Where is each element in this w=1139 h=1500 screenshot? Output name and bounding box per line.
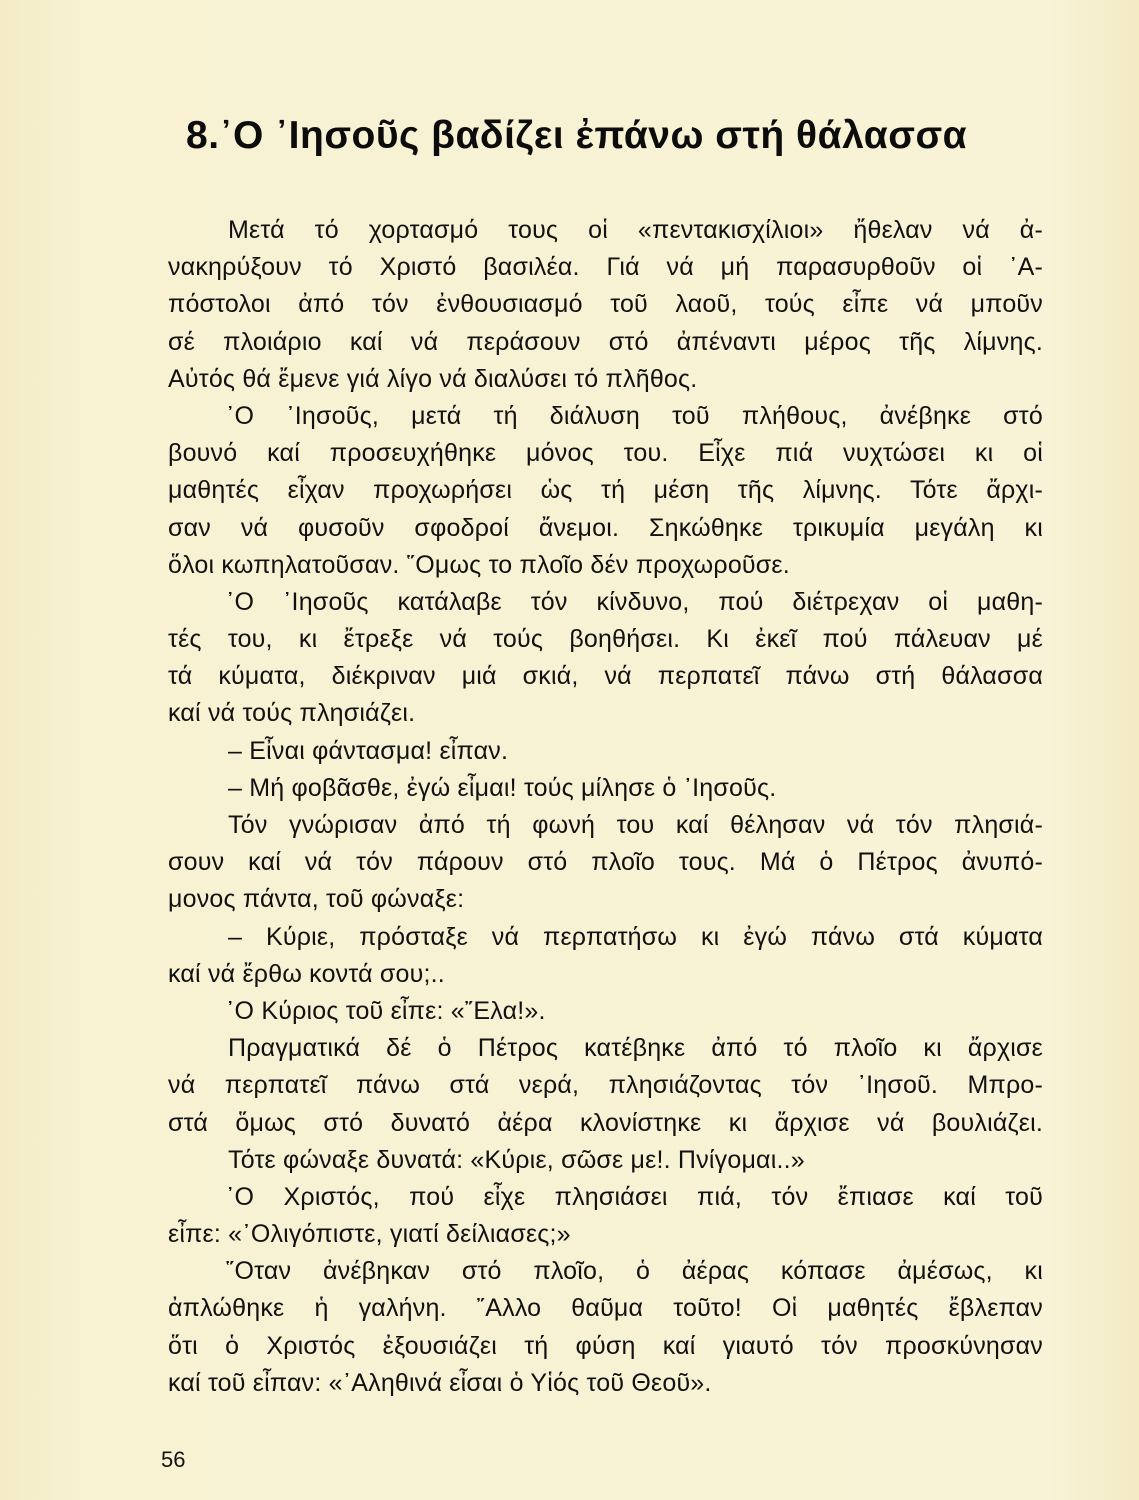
text-line: ᾿Ο ᾿Ιησοῦς κατάλαβε τόν κίνδυνο, πού διέτρεχαν οἱ μαθη- [226,587,1043,616]
chapter-title: 8.᾿Ο ᾿Ιησοῦς βαδίζει ἐπάνω στή θάλασσα [186,114,968,157]
text-line: Αὐτός θά ἔμενε γιά λίγο νά διαλύσει τό πλῆθος. [168,364,698,393]
text-line: Τόν γνώρισαν ἀπό τή φωνή του καί θέλησαν νά τόν πλησιά- [228,811,1043,839]
text-line: καί νά ἔρθω κοντά σου;.. [168,959,445,988]
text-line: καί νά τούς πλησιάζει. [168,699,416,728]
text-line: τά κύματα, διέκριναν μιά σκιά, νά περπατεῖ πάνω στή θάλασσα [168,662,1043,691]
text-line: πόστολοι ἀπό τόν ἐνθουσιασμό τοῦ λαοῦ, τούς εἶπε νά μποῦν [168,290,1043,319]
page-number: 56 [161,1447,186,1472]
text-line: τές του, κι ἔτρεξε νά τούς βοηθήσει. Κι ἐκεῖ πού πάλευαν μέ [168,625,1043,654]
text-line: – Κύριε, πρόσταξε νά περπατήσω κι ἐγώ πάνω στά κύματα [228,922,1043,951]
text-line: σέ πλοιάριο καί νά περάσουν στό ἀπέναντι μέρος τῆς λίμνης. [168,327,1043,356]
text-line: ὅτι ὁ Χριστός ἐξουσιάζει τή φύση καί γιαυτό τόν προσκύνησαν [168,1331,1043,1360]
text-line: μαθητές εἶχαν προχωρήσει ὡς τή μέση τῆς λίμνης. Τότε ἄρχι- [168,476,1043,505]
text-line: νακηρύξουν τό Χριστό βασιλέα. Γιά νά μή παρασυρθοῦν οἱ ᾿Α- [168,253,1043,282]
text-line: Πραγματικά δέ ὁ Πέτρος κατέβηκε ἀπό τό πλοῖο κι ἄρχισε [228,1034,1043,1063]
text-line: στά ὅμως στό δυνατό ἀέρα κλονίστηκε κι ἄρχισε νά βουλιάζει. [168,1108,1043,1137]
text-line: ὅλοι κωπηλατοῦσαν. ῞Ομως το πλοῖο δέν προχωροῦσε. [168,550,790,579]
text-line: σουν καί νά τόν πάρουν στό πλοῖο τους. Μά ὁ Πέτρος ἀνυπό- [168,848,1043,877]
text-line: ᾿Ο Χριστός, πού εἶχε πλησιάσει πιά, τόν ἔπιασε καί τοῦ [226,1182,1043,1211]
text-line: σαν νά φυσοῦν σφοδροί ἄνεμοι. Σηκώθηκε τρικυμία μεγάλη κι [168,513,1043,542]
text-line: Μετά τό χορτασμό τους οἱ «πεντακισχίλιοι» ἤθελαν νά ἀ- [228,216,1043,244]
text-line: – Μή φοβᾶσθε, ἐγώ εἶμαι! τούς μίλησε ὁ ᾿Ιησοῦς. [228,773,777,802]
text-line: Τότε φώναξε δυνατά: «Κύριε, σῶσε με!. Πνίγομαι..» [228,1145,805,1174]
text-line: ἀπλώθηκε ἡ γαλήνη. ῎Αλλο θαῦμα τοῦτο! Οἱ μαθητές ἔβλεπαν [168,1294,1043,1323]
text-line: – Εἶναι φάντασμα! εἶπαν. [228,736,509,765]
text-line: ᾿Ο Κύριος τοῦ εἶπε: «῎Ελα!». [226,996,546,1025]
text-line: ᾿Ο ᾿Ιησοῦς, μετά τή διάλυση τοῦ πλήθους, ἀνέβηκε στό [226,401,1043,430]
text-line: νά περπατεῖ πάνω στά νερά, πλησιάζοντας τόν ᾿Ιησοῦ. Μπρο- [168,1071,1043,1100]
text-line: βουνό καί προσευχήθηκε μόνος του. Εἶχε πιά νυχτώσει κι οἱ [168,439,1043,468]
text-line: μονος πάντα, τοῦ φώναξε: [168,885,465,914]
chapter-body [168,212,1043,1402]
text-line: εἶπε: «᾿Ολιγόπιστε, γιατί δείλιασες;» [168,1220,571,1249]
text-line: καί τοῦ εἶπαν: «᾿Αληθινά εἶσαι ὁ Υἱός τοῦ Θεοῦ». [168,1368,712,1397]
text-line: ῞Οταν ἀνέβηκαν στό πλοῖο, ὁ ἀέρας κόπασε ἀμέσως, κι [226,1257,1043,1286]
